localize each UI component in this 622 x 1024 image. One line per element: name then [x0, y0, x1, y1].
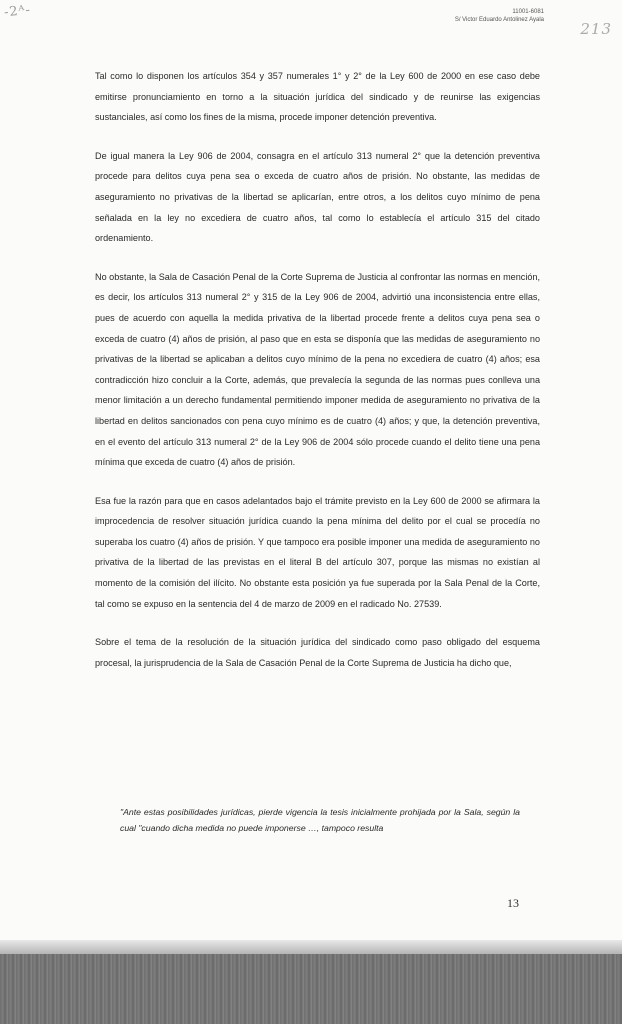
header-reference: [455, 8, 544, 24]
page-number: 13: [507, 896, 519, 910]
handwritten-mark-left: -2ᴬ-: [3, 2, 32, 21]
paragraph-4: Esa fue la razón para que en casos adelantados bajo el trámite previsto en la Ley 600 de 2000 se afirmara la improcedencia de resolver situación jurídica cuando la pena mínima del delito por el cual se procedía no superaba los cuatro (4) años de prisión. Y que tampoco era posible imponer una medida de aseguramiento no privativa de la libertad de las previstas en el literal B del artículo 307, porque las mismas no existían al momento de la comisión del ilícito. No obstante esta posición ya fue superada por la Sala Penal de la Corte, tal como se expuso en la sentencia del 4 de marzo de 2009 en el radicado No. 27539.: [95, 495, 540, 609]
paragraph-1: Tal como lo disponen los artículos 354 y 357 numerales 1° y 2° de la Ley 600 de 2000 en ese caso debe emitirse pronunciamiento en torno a la situación jurídica del sindicado y de reunirse las exigencias sustanciales, así como los fines de la misma, procede imponer detención preventiva.: [95, 71, 540, 123]
header-ref-number: 11001-6081: [512, 9, 544, 15]
page-bottom-edge: [0, 940, 622, 954]
paragraph-5: Sobre el tema de la resolución de la situación jurídica del sindicado como paso obligado del esquema procesal, la jurisprudencia de la Sala de Casación Penal de la Corte Suprema de Justicia ha dicho que,: [95, 637, 540, 668]
paragraph-2: De igual manera la Ley 906 de 2004, consagra en el artículo 313 numeral 2° que la detención preventiva procede para delitos cuya pena sea o exceda de cuatro años de prisión. No obstante, las medidas de aseguramiento no privativas de la libertad se aplicarían, entre otros, a los delitos cuyo mínimo de pena señalada en la ley no excediera de cuatro años, tal como lo establecía el artículo 315 del citado ordenamiento.: [95, 150, 540, 244]
body-text: [95, 66, 540, 691]
header-ref-name: S/ Victor Eduardo Antolinez Ayala: [454, 17, 544, 23]
handwritten-folio-number: 213: [580, 20, 612, 38]
block-quote: "Ante estas posibilidades jurídicas, pierde vigencia la tesis inicialmente prohijada por la Sala, según la cual "cuando dicha medida no puede imponerse …, tampoco resulta: [120, 807, 520, 833]
paragraph-3: No obstante, la Sala de Casación Penal de la Corte Suprema de Justicia al confrontar las normas en mención, es decir, los artículos 313 numeral 2° y 315 de la Ley 906 de 2004, advirtió una inconsistencia entre ellas, pues de acuerdo con aquella la medida privativa de la libertad procede frente a delitos cuya pena sea o exceda de cuatro (4) años de prisión, al paso que en esta se disponía que las medidas de aseguramiento no privativas de la libertad se aplicaban a delitos cuyo mínimo de la pena no excediera de cuatro (4) años; esa contradicción hizo concluir a la Corte, además, que prevalecía la segunda de las normas pues conlleva una menor limitación a un derecho fundamental permitiendo imponer medida de aseguramiento no privativa de la libertad en delitos sancionados con pena cuyo mínimo es de cuatro (4) años; y que, la detención preventiva, en el evento del artículo 313 numeral 2° de la Ley 906 de 2004 sólo procede cuando el delito tiene una pena mínima que exceda de cuatro (4) años de prisión.: [95, 271, 540, 468]
